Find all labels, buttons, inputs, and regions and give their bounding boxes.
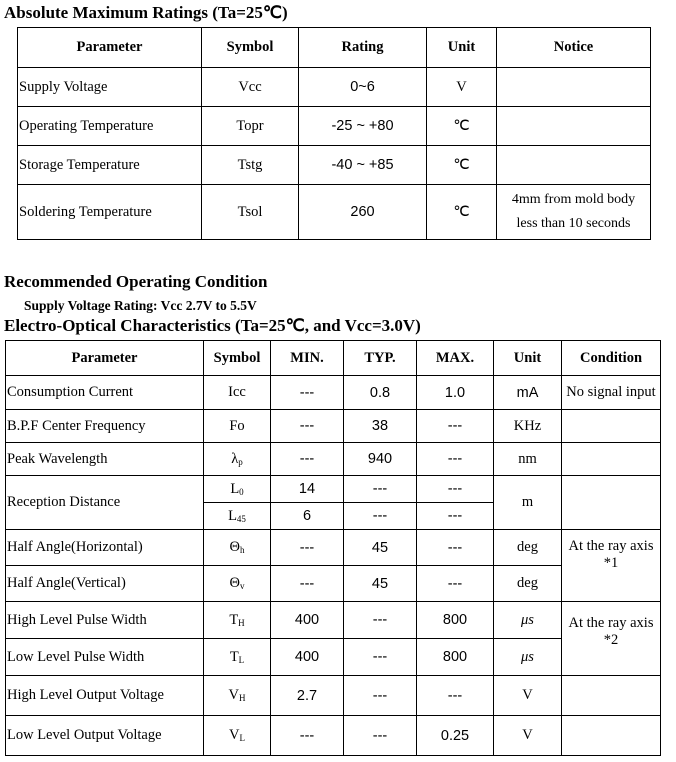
abs-notice	[497, 146, 651, 185]
eo-min: 400	[271, 602, 344, 639]
condition-line-1: At the ray axis	[568, 537, 654, 554]
symbol-subscript: 45	[236, 513, 246, 524]
table-row	[6, 376, 661, 410]
table-row	[18, 68, 651, 107]
condition-line-2: *2	[603, 631, 619, 648]
notice-line-2: less than 10 seconds	[516, 216, 631, 231]
eo-symbol: $L_0$	[204, 476, 271, 503]
eo-max: 0.25	[417, 716, 494, 756]
eo-condition: No signal input	[562, 376, 661, 410]
eo-min: 6	[271, 503, 344, 530]
eo-max: ---	[417, 566, 494, 602]
eo-header-min: MIN.	[271, 341, 344, 376]
eo-max: 1.0	[417, 376, 494, 410]
rec-op-title: Recommended Operating Condition	[4, 272, 268, 291]
eo-header-parameter: Parameter	[6, 341, 204, 376]
eo-typ: ---	[344, 503, 417, 530]
eo-typ: ---	[344, 716, 417, 756]
eo-symbol: $\Theta_h$	[204, 530, 271, 566]
eo-min: ---	[271, 716, 344, 756]
eo-condition-group-2	[562, 602, 661, 676]
eo-condition	[562, 443, 661, 476]
symbol-subscript: L	[239, 733, 245, 743]
eo-max: ---	[417, 676, 494, 716]
eo-param: High Level Output Voltage	[6, 676, 204, 716]
symbol-subscript: p	[238, 456, 243, 467]
abs-rating: 0~6	[299, 68, 427, 107]
eo-title: Electro-Optical Characteristics (Ta=25℃, and Vcc=3.0V)	[4, 316, 421, 335]
eo-condition	[562, 716, 661, 756]
eo-max: ---	[417, 443, 494, 476]
eo-unit: mA	[494, 376, 562, 410]
eo-condition	[562, 410, 661, 443]
eo-param: High Level Pulse Width	[6, 602, 204, 639]
abs-header-symbol: Symbol	[202, 28, 299, 68]
eo-max: 800	[417, 639, 494, 676]
eo-param: Low Level Pulse Width	[6, 639, 204, 676]
eo-unit: μs	[494, 602, 562, 639]
lambda-symbol: λ	[231, 450, 239, 467]
eo-param: Half Angle(Horizontal)	[6, 530, 204, 566]
table-row	[18, 107, 651, 146]
eo-condition-group-1	[562, 530, 661, 602]
eo-typ: 45	[344, 566, 417, 602]
abs-notice	[497, 107, 651, 146]
eo-max: ---	[417, 503, 494, 530]
eo-symbol: $V_L$	[204, 716, 271, 756]
table-row	[6, 476, 661, 503]
eo-typ: 0.8	[344, 376, 417, 410]
eo-header-unit: Unit	[494, 341, 562, 376]
eo-min: ---	[271, 530, 344, 566]
eo-param: Low Level Output Voltage	[6, 716, 204, 756]
abs-rating: 260	[299, 185, 427, 240]
eo-min: 400	[271, 639, 344, 676]
eo-symbol: Fo	[204, 410, 271, 443]
eo-typ: 38	[344, 410, 417, 443]
rec-op-subtitle: Supply Voltage Rating: Vcc 2.7V to 5.5V	[24, 298, 257, 313]
eo-header-max: MAX.	[417, 341, 494, 376]
eo-symbol: $V_H$	[204, 676, 271, 716]
abs-header-notice: Notice	[497, 28, 651, 68]
eo-unit: m	[494, 476, 562, 530]
eo-min: ---	[271, 566, 344, 602]
table-row	[18, 146, 651, 185]
abs-param: Soldering Temperature	[18, 185, 202, 240]
table-row	[6, 443, 661, 476]
table-row	[6, 602, 661, 639]
abs-unit: ℃	[427, 146, 497, 185]
eo-typ: ---	[344, 602, 417, 639]
abs-header-parameter: Parameter	[18, 28, 202, 68]
notice-line-1: 4mm from mold body	[511, 192, 636, 207]
table-row	[6, 410, 661, 443]
eo-max: ---	[417, 530, 494, 566]
eo-symbol: $L_{45}$	[204, 503, 271, 530]
abs-header-unit: Unit	[427, 28, 497, 68]
symbol-subscript: H	[238, 617, 245, 628]
eo-param: Reception Distance	[6, 476, 204, 530]
eo-header-typ: TYP.	[344, 341, 417, 376]
table-row	[6, 676, 661, 716]
eo-symbol	[204, 443, 271, 476]
eo-header-symbol: Symbol	[204, 341, 271, 376]
eo-symbol: $\Theta_v$	[204, 566, 271, 602]
eo-unit: μs	[494, 639, 562, 676]
eo-unit: KHz	[494, 410, 562, 443]
abs-max-title: Absolute Maximum Ratings (Ta=25℃)	[4, 3, 288, 22]
abs-max-header-row	[18, 28, 651, 68]
eo-condition	[562, 476, 661, 530]
abs-symbol: Vcc	[202, 68, 299, 107]
eo-symbol: Icc	[204, 376, 271, 410]
eo-typ: ---	[344, 639, 417, 676]
condition-line-1: At the ray axis	[568, 614, 654, 631]
eo-typ: ---	[344, 676, 417, 716]
abs-header-rating: Rating	[299, 28, 427, 68]
eo-typ: 940	[344, 443, 417, 476]
eo-param: Peak Wavelength	[6, 443, 204, 476]
abs-symbol: Tsol	[202, 185, 299, 240]
abs-notice	[497, 185, 651, 240]
abs-param: Storage Temperature	[18, 146, 202, 185]
eo-unit: deg	[494, 566, 562, 602]
abs-max-table	[17, 27, 651, 240]
eo-min: 2.7	[271, 676, 344, 716]
eo-unit: V	[494, 716, 562, 756]
eo-param: B.P.F Center Frequency	[6, 410, 204, 443]
symbol-subscript: h	[239, 545, 245, 555]
table-row	[6, 530, 661, 566]
abs-unit: ℃	[427, 185, 497, 240]
eo-symbol: $T_L$	[204, 639, 271, 676]
eo-param: Half Angle(Vertical)	[6, 566, 204, 602]
symbol-subscript: v	[239, 581, 245, 591]
symbol-subscript: 0	[239, 486, 244, 497]
eo-min: 14	[271, 476, 344, 503]
eo-header-row	[6, 341, 661, 376]
eo-max: 800	[417, 602, 494, 639]
abs-rating: -25 ~ +80	[299, 107, 427, 146]
eo-unit: V	[494, 676, 562, 716]
table-row	[6, 716, 661, 756]
eo-unit: deg	[494, 530, 562, 566]
eo-typ: ---	[344, 476, 417, 503]
eo-header-condition: Condition	[562, 341, 661, 376]
eo-unit: nm	[494, 443, 562, 476]
eo-param: Consumption Current	[6, 376, 204, 410]
eo-table	[5, 340, 661, 756]
eo-max: ---	[417, 410, 494, 443]
abs-unit: V	[427, 68, 497, 107]
eo-max: ---	[417, 476, 494, 503]
abs-symbol: Topr	[202, 107, 299, 146]
eo-typ: 45	[344, 530, 417, 566]
eo-min: ---	[271, 443, 344, 476]
condition-line-2: *1	[603, 554, 619, 571]
symbol-subscript: H	[238, 693, 246, 703]
abs-param: Operating Temperature	[18, 107, 202, 146]
eo-condition	[562, 676, 661, 716]
eo-min: ---	[271, 376, 344, 410]
table-row	[18, 185, 651, 240]
abs-param: Supply Voltage	[18, 68, 202, 107]
abs-notice	[497, 68, 651, 107]
abs-unit: ℃	[427, 107, 497, 146]
abs-symbol: Tstg	[202, 146, 299, 185]
eo-min: ---	[271, 410, 344, 443]
eo-symbol: $T_H$	[204, 602, 271, 639]
symbol-subscript: L	[238, 654, 245, 665]
abs-rating: -40 ~ +85	[299, 146, 427, 185]
